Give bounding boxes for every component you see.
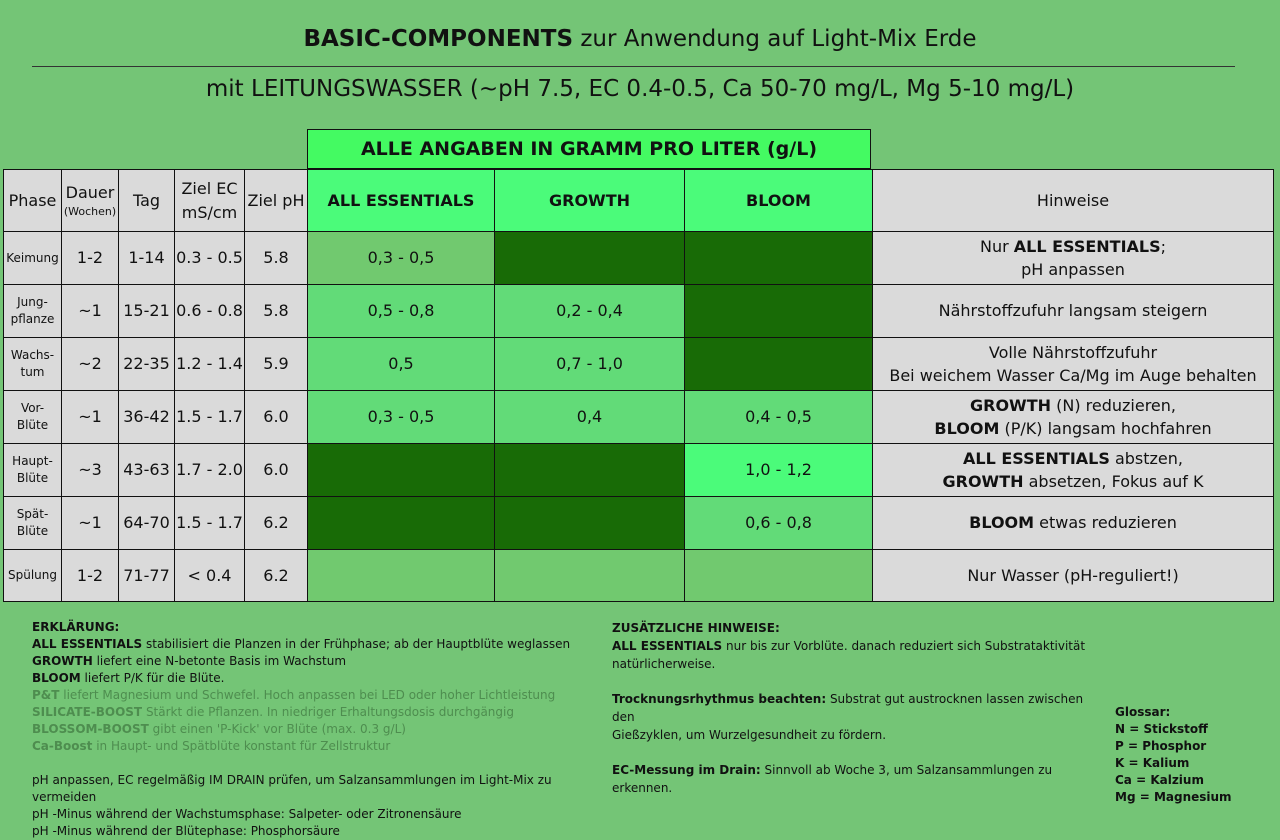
ph-cell: 6.2 <box>245 550 308 602</box>
hint-bold: GROWTH <box>970 395 1052 415</box>
dauer-cell: ~1 <box>62 285 119 338</box>
growth-cell: 0,4 <box>495 391 685 444</box>
ph-cell: 5.9 <box>245 338 308 391</box>
title-divider <box>32 66 1235 67</box>
table-row <box>4 338 1274 391</box>
extra-note <box>612 690 1092 726</box>
glossary-item: Mg = Magnesium <box>1115 790 1232 804</box>
hint-bold: ALL ESSENTIALS <box>962 448 1110 468</box>
phase-cell <box>4 285 62 338</box>
legend-text: Stärkt die Pflanzen. In niedriger Erhaltungsdosis durchgängig <box>142 705 514 719</box>
table-row <box>4 232 1274 285</box>
legend-term: BLOOM <box>32 671 81 685</box>
dauer-cell: ~3 <box>62 444 119 497</box>
extra-term: ALL ESSENTIALS <box>612 639 723 653</box>
legend-term: GROWTH <box>32 654 93 668</box>
extra-note <box>612 637 1092 655</box>
phase-line1: Haupt- <box>12 454 53 469</box>
hinweise-line1 <box>873 394 1273 417</box>
legend-line: pH -Minus während der Wachstumsphase: Salpeter- oder Zitronensäure <box>32 807 462 821</box>
legend-item <box>32 704 602 721</box>
phase-line2: Blüte <box>16 418 49 432</box>
legend-text: liefert P/K für die Blüte. <box>80 671 225 685</box>
all-essentials-cell <box>308 550 495 602</box>
hinweise-cell <box>873 338 1274 391</box>
growth-cell <box>495 444 685 497</box>
glossary-block <box>1115 704 1275 806</box>
legend-term: P&T <box>32 688 60 702</box>
bloom-cell <box>685 338 873 391</box>
legend-line: pH -Minus während der Blütephase: Phosphorsäure <box>32 824 340 838</box>
hinweise-cell: Nährstoffzufuhr langsam steigern <box>873 285 1274 338</box>
phase-line1: Spät- <box>16 507 49 522</box>
col-phase: Phase <box>4 170 62 232</box>
phase-line2: Blüte <box>16 471 49 485</box>
ec-cell: 0.3 - 0.5 <box>175 232 245 285</box>
growth-cell: 0,2 - 0,4 <box>495 285 685 338</box>
bloom-cell <box>685 285 873 338</box>
legend-text: stabilisiert die Planzen in der Frühphase; ab der Hauptblüte weglassen <box>142 637 571 651</box>
tag-cell: 36-42 <box>119 391 175 444</box>
hinweise-cell <box>873 232 1274 285</box>
tag-cell: 71-77 <box>119 550 175 602</box>
ph-cell: 6.0 <box>245 444 308 497</box>
extra-note-cont: natürlicherweise. <box>612 657 716 671</box>
glossary-item: K = Kalium <box>1115 756 1190 770</box>
phase-cell <box>4 444 62 497</box>
tag-cell: 64-70 <box>119 497 175 550</box>
title-bold: BASIC-COMPONENTS <box>303 26 574 52</box>
hinweise-cell <box>873 497 1274 550</box>
title-rest: zur Anwendung auf Light-Mix Erde <box>573 26 977 52</box>
bloom-cell <box>685 232 873 285</box>
legend-item <box>32 687 602 704</box>
col-ec-line2: mS/cm <box>181 202 238 222</box>
hint-bold: GROWTH <box>942 472 1024 491</box>
phase-line1: Wachs- <box>10 348 55 363</box>
ph-cell: 5.8 <box>245 285 308 338</box>
ph-cell: 6.2 <box>245 497 308 550</box>
hinweise-line1: Volle Nährstoffzufuhr <box>988 342 1158 362</box>
legend-item <box>32 721 602 738</box>
ec-cell: 1.2 - 1.4 <box>175 338 245 391</box>
phase-line2: pflanze <box>10 312 55 326</box>
table-row <box>4 444 1274 497</box>
ec-cell: 1.5 - 1.7 <box>175 497 245 550</box>
legend-text: in Haupt- und Spätblüte konstant für Zellstruktur <box>92 739 391 753</box>
all-essentials-cell <box>308 497 495 550</box>
extra-heading: ZUSÄTZLICHE HINWEISE: <box>612 621 780 635</box>
extra-term: EC-Messung im Drain: <box>612 763 761 777</box>
hint-text: absetzen, Fokus auf K <box>1023 472 1204 491</box>
bloom-cell <box>685 550 873 602</box>
dosage-table <box>3 169 1274 602</box>
hint-text: ; <box>1160 236 1167 256</box>
phase-cell <box>4 338 62 391</box>
dauer-cell: 1-2 <box>62 232 119 285</box>
dauer-cell: ~1 <box>62 497 119 550</box>
legend-text: liefert eine N-betonte Basis im Wachstum <box>92 654 347 668</box>
legend-term: BLOSSOM-BOOST <box>32 722 149 736</box>
extra-note-cont: Gießzyklen, um Wurzelgesundheit zu fördern. <box>612 728 887 742</box>
hint-text: etwas reduzieren <box>1034 513 1177 533</box>
growth-cell <box>495 232 685 285</box>
glossary-item: P = Phosphor <box>1115 739 1207 753</box>
glossary-item: Ca = Kalzium <box>1115 773 1204 787</box>
tag-cell: 22-35 <box>119 338 175 391</box>
col-growth: GROWTH <box>495 170 685 232</box>
phase-line1: Vor- <box>20 401 45 416</box>
extra-term: Trocknungsrhythmus beachten: <box>612 692 827 706</box>
legend-text: gibt einen 'P-Kick' vor Blüte (max. 0.3 g/L) <box>148 722 406 736</box>
legend-item <box>32 738 602 755</box>
extra-text: Sinnvoll ab Woche 3, um Salzansammlungen zu erkennen. <box>612 763 1053 795</box>
hint-text: abstzen, <box>1109 448 1183 468</box>
col-all-essentials: ALL ESSENTIALS <box>308 170 495 232</box>
ec-cell: < 0.4 <box>175 550 245 602</box>
page-title <box>0 26 1280 52</box>
hint-bold: BLOOM <box>969 513 1035 533</box>
col-hinweise: Hinweise <box>873 170 1274 232</box>
dauer-cell: 1-2 <box>62 550 119 602</box>
hint-text: (P/K) langsam hochfahren <box>999 419 1212 438</box>
table-header-row <box>4 170 1274 232</box>
all-essentials-cell: 0,5 - 0,8 <box>308 285 495 338</box>
phase-line2: tum <box>20 365 45 379</box>
legend-term: SILICATE-BOOST <box>32 705 143 719</box>
legend-heading: ERKLÄRUNG: <box>32 620 120 634</box>
growth-cell <box>495 497 685 550</box>
dauer-cell: ~2 <box>62 338 119 391</box>
bloom-cell: 0,6 - 0,8 <box>685 497 873 550</box>
extra-text: nur bis zur Vorblüte. danach reduziert sich Substrataktivität <box>722 639 1086 653</box>
hinweise-line2: Bei weichem Wasser Ca/Mg im Auge behalten <box>889 366 1257 385</box>
hinweise-line2: pH anpassen <box>1021 260 1125 279</box>
table-row <box>4 497 1274 550</box>
legend-term: Ca-Boost <box>32 739 93 753</box>
hinweise-cell <box>873 444 1274 497</box>
col-dauer-label: Dauer <box>65 182 115 202</box>
hinweise-line2 <box>873 417 1273 440</box>
col-dauer <box>62 170 119 232</box>
legend-item <box>32 670 602 687</box>
page-subtitle: mit LEITUNGSWASSER (~pH 7.5, EC 0.4-0.5, Ca 50-70 mg/L, Mg 5-10 mg/L) <box>205 76 1075 102</box>
hinweise-line1 <box>873 447 1273 470</box>
dauer-cell: ~1 <box>62 391 119 444</box>
all-essentials-cell: 0,3 - 0,5 <box>308 391 495 444</box>
hint-bold: BLOOM <box>934 419 1000 438</box>
bloom-cell: 0,4 - 0,5 <box>685 391 873 444</box>
table-row <box>4 391 1274 444</box>
extra-note <box>612 761 1092 797</box>
glossary-heading: Glossar: <box>1115 705 1171 719</box>
tag-cell: 15-21 <box>119 285 175 338</box>
legend-text: liefert Magnesium und Schwefel. Hoch anpassen bei LED oder hoher Lichtleistung <box>59 688 556 702</box>
col-tag: Tag <box>119 170 175 232</box>
ph-cell: 6.0 <box>245 391 308 444</box>
all-essentials-cell: 0,3 - 0,5 <box>308 232 495 285</box>
glossary-item: N = Stickstoff <box>1115 722 1208 736</box>
col-ec-line1: Ziel EC <box>181 179 238 199</box>
hinweise-line2 <box>873 470 1273 493</box>
phase-cell: Keimung <box>4 232 62 285</box>
legend-block <box>32 619 602 840</box>
ph-cell: 5.8 <box>245 232 308 285</box>
legend-item <box>32 636 602 653</box>
tag-cell: 1-14 <box>119 232 175 285</box>
legend-item <box>32 653 602 670</box>
phase-cell <box>4 391 62 444</box>
bloom-cell: 1,0 - 1,2 <box>685 444 873 497</box>
extra-notes-block <box>612 619 1092 797</box>
tag-cell: 43-63 <box>119 444 175 497</box>
growth-cell <box>495 550 685 602</box>
hinweise-line1 <box>873 235 1273 258</box>
table-row <box>4 550 1274 602</box>
legend-line: pH anpassen, EC regelmäßig IM DRAIN prüfen, um Salzansammlungen im Light-Mix zu vermeiden <box>32 773 552 804</box>
phase-cell: Spülung <box>4 550 62 602</box>
table-row <box>4 285 1274 338</box>
ec-cell: 1.5 - 1.7 <box>175 391 245 444</box>
extra-text: Substrat gut austrocknen lassen zwischen den <box>612 692 1084 724</box>
unit-header: ALLE ANGABEN IN GRAMM PRO LITER (g/L) <box>307 129 871 169</box>
ec-cell: 0.6 - 0.8 <box>175 285 245 338</box>
growth-cell: 0,7 - 1,0 <box>495 338 685 391</box>
hint-text: Nur <box>979 236 1014 256</box>
all-essentials-cell <box>308 444 495 497</box>
phase-line2: Blüte <box>16 524 49 538</box>
col-ph: Ziel pH <box>245 170 308 232</box>
phase-line1: Jung- <box>17 295 48 310</box>
hinweise-cell <box>873 391 1274 444</box>
phase-cell <box>4 497 62 550</box>
hint-text: (N) reduzieren, <box>1051 395 1176 415</box>
ec-cell: 1.7 - 2.0 <box>175 444 245 497</box>
col-ec <box>175 170 245 232</box>
col-dauer-sub: (Wochen) <box>63 205 117 219</box>
col-bloom: BLOOM <box>685 170 873 232</box>
legend-term: ALL ESSENTIALS <box>32 637 143 651</box>
hint-bold: ALL ESSENTIALS <box>1013 236 1161 256</box>
all-essentials-cell: 0,5 <box>308 338 495 391</box>
hinweise-cell: Nur Wasser (pH-reguliert!) <box>873 550 1274 602</box>
